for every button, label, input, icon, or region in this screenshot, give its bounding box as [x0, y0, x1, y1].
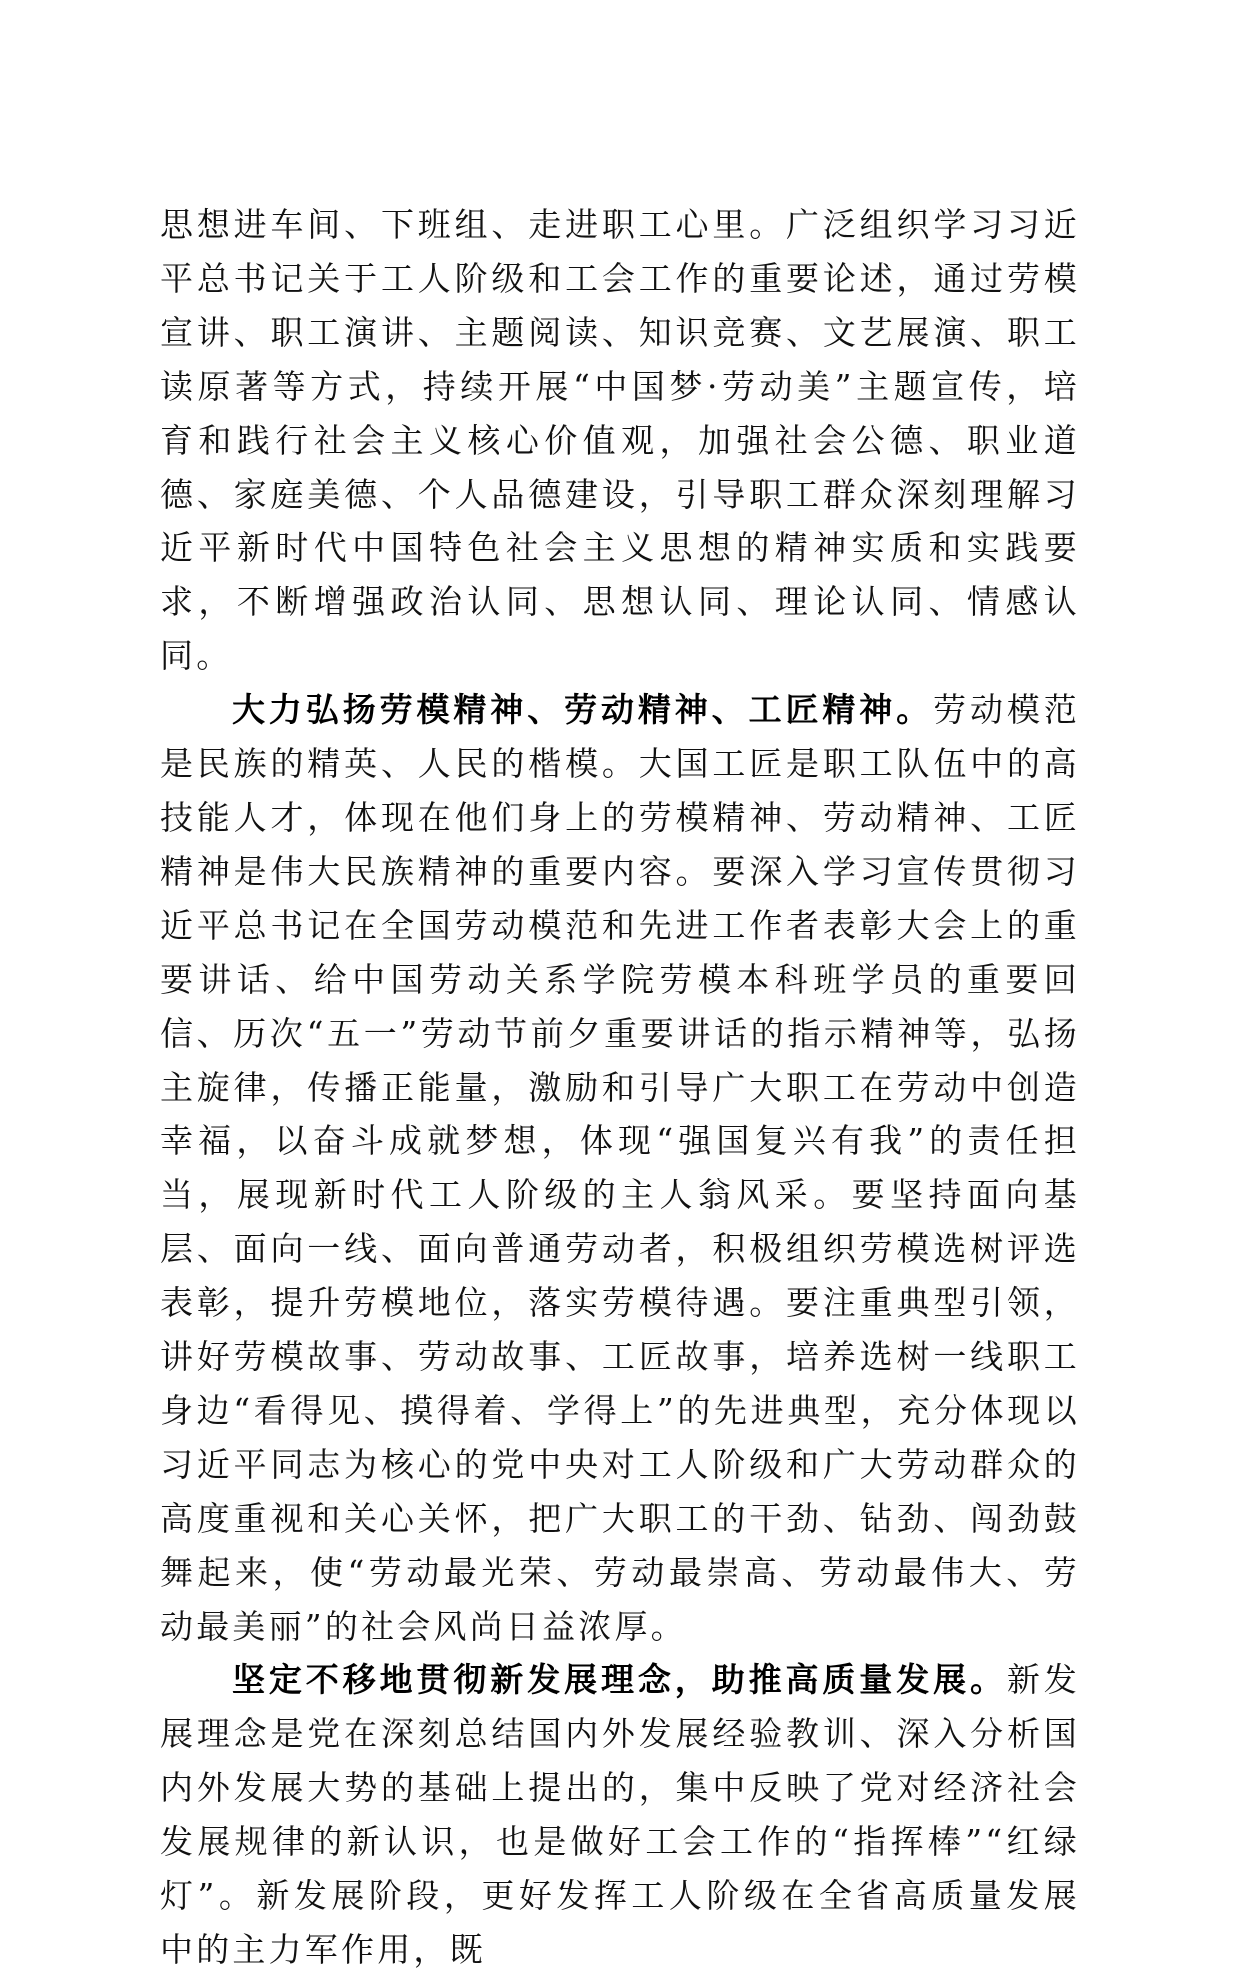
paragraph-3-text: 新发展理念是党在深刻总结国内外发展经验教训、深入分析国内外发展大势的基础上提出的，集中反映了党对经济社会发展规律的新认识，也是做好工会工作的“指挥棒”“红绿灯”。新发展阶段，更好发挥工人阶级在全省高质量发展中的主力军作用，既 — [160, 1660, 1081, 1969]
paragraph-2-heading: 大力弘扬劳模精神、劳动精神、工匠精神。 — [232, 690, 934, 730]
document-body — [160, 198, 1080, 1977]
paragraph-2 — [160, 683, 1080, 1653]
paragraph-1 — [160, 198, 1080, 683]
paragraph-3-heading: 坚定不移地贯彻新发展理念，助推高质量发展。 — [232, 1660, 1007, 1700]
paragraph-3 — [160, 1653, 1080, 1976]
paragraph-2-text: 劳动模范是民族的精英、人民的楷模。大国工匠是职工队伍中的高技能人才，体现在他们身上的劳模精神、劳动精神、工匠精神是伟大民族精神的重要内容。要深入学习宣传贯彻习近平总书记在全国劳动模范和先进工作者表彰大会上的重要讲话、给中国劳动关系学院劳模本科班学员的重要回信、历次“五一”劳动节前夕重要讲话的指示精神等，弘扬主旋律，传播正能量，激励和引导广大职工在劳动中创造幸福，以奋斗成就梦想，体现“强国复兴有我”的责任担当，展现新时代工人阶级的主人翁风采。要坚持面向基层、面向一线、面向普通劳动者，积极组织劳模选树评选表彰，提升劳模地位，落实劳模待遇。要注重典型引领，讲好劳模故事、劳动故事、工匠故事，培养选树一线职工身边“看得见、摸得着、学得上”的先进典型，充分体现以习近平同志为核心的党中央对工人阶级和广大劳动群众的高度重视和关心关怀，把广大职工的干劲、钻劲、闯劲鼓舞起来，使“劳动最光荣、劳动最崇高、劳动最伟大、劳动最美丽”的社会风尚日益浓厚。 — [160, 690, 1080, 1646]
paragraph-1-text: 思想进车间、下班组、走进职工心里。广泛组织学习习近平总书记关于工人阶级和工会工作的重要论述，通过劳模宣讲、职工演讲、主题阅读、知识竞赛、文艺展演、职工读原著等方式，持续开展“中国梦·劳动美”主题宣传，培育和践行社会主义核心价值观，加强社会公德、职业道德、家庭美德、个人品德建设，引导职工群众深刻理解习近平新时代中国特色社会主义思想的精神实质和实践要求，不断增强政治认同、思想认同、理论认同、情感认同。 — [160, 205, 1080, 676]
